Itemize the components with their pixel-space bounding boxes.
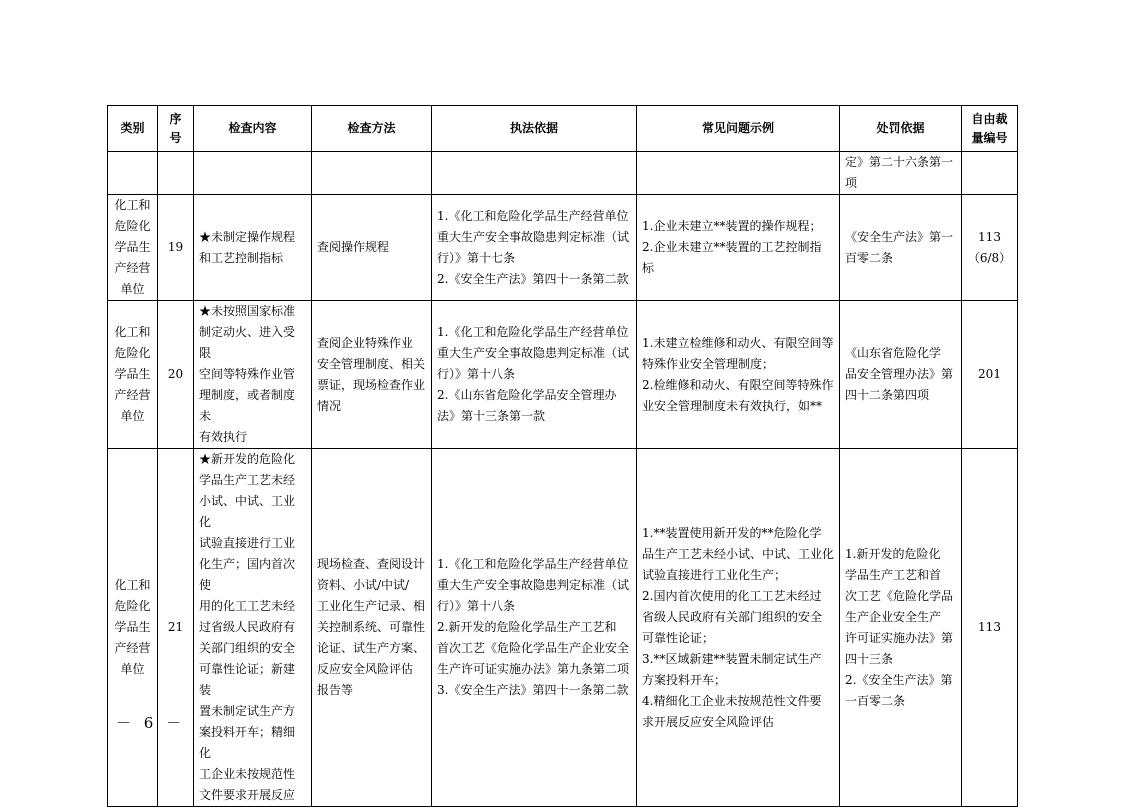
content-cell bbox=[194, 195, 312, 301]
code-cell bbox=[962, 449, 1018, 807]
cell-line: 学品生 bbox=[114, 620, 151, 634]
cell-line: 报告等 bbox=[317, 683, 354, 697]
cell-line: 可靠性论证；新建装 bbox=[199, 662, 296, 697]
cell-line: 制定动火、进入受限 bbox=[199, 325, 296, 360]
method-cell bbox=[312, 449, 432, 807]
cell-line: 1.《化工和危险化学品生产经营单位 bbox=[437, 557, 629, 571]
cell-line: 生产许可证实施办法》第九条第二项 bbox=[437, 662, 630, 676]
cell-line: 单位 bbox=[120, 662, 145, 676]
cell-line: 工企业未按规范性 bbox=[199, 767, 296, 781]
table-row bbox=[108, 301, 1018, 449]
cell-line: 试验直接进行工业 bbox=[199, 536, 296, 550]
cell-line: 化生产；国内首次使 bbox=[199, 557, 296, 592]
cell-line: 学品生 bbox=[114, 367, 151, 381]
cell-line: 现场检查、查阅设计 bbox=[317, 557, 426, 571]
header-number: 序 号 bbox=[158, 106, 194, 152]
cell-line: 单位 bbox=[120, 282, 145, 296]
category-cell bbox=[108, 301, 158, 449]
cell-line: 业安全管理制度未有效执行，如** bbox=[642, 398, 823, 413]
cell-line: 求开展反应安全风险评估 bbox=[642, 714, 775, 729]
number-cell: 21 bbox=[158, 449, 194, 807]
cell-line: 方案投料开车； bbox=[642, 672, 727, 687]
penalty-cell bbox=[840, 449, 962, 807]
code-cell bbox=[962, 195, 1018, 301]
cell-line: 和工艺控制指标 bbox=[199, 250, 284, 265]
number-cell: 20 bbox=[158, 301, 194, 449]
header-method: 检查方法 bbox=[312, 106, 432, 152]
cell-line: 1.《化工和危险化学品生产经营单位 bbox=[437, 208, 629, 223]
cell-line: 113 bbox=[978, 620, 1001, 634]
cell-line: 论证、试生产方案、 bbox=[317, 641, 426, 655]
cell-line: 许可证实施办法》第 bbox=[845, 630, 954, 645]
cell-line: 化工和 bbox=[114, 198, 151, 212]
content-cell bbox=[194, 449, 312, 807]
cell-line: 1.《化工和危险化学品生产经营单位 bbox=[437, 325, 629, 339]
cell-line: 品安全管理办法》第 bbox=[845, 367, 954, 381]
table-row bbox=[108, 195, 1018, 301]
cell-line: 2.《安全生产法》第 bbox=[845, 672, 953, 687]
issues-cell bbox=[637, 195, 840, 301]
cell-line: 产经营 bbox=[114, 261, 151, 275]
cell-line: 113 bbox=[978, 229, 1001, 244]
category-cell bbox=[108, 449, 158, 807]
cell-line: 查阅操作规程 bbox=[317, 240, 390, 254]
cell-line: 危险化 bbox=[114, 599, 151, 613]
cont-penalty-cell bbox=[840, 152, 962, 195]
issues-cell bbox=[637, 301, 840, 449]
cell-line: 文件要求开展反应 bbox=[199, 788, 296, 802]
header-code: 自由裁 量编号 bbox=[962, 106, 1018, 152]
cell-line: 百零二条 bbox=[845, 250, 894, 265]
cell-line: （6/8） bbox=[967, 250, 1012, 265]
cell-line: 行）》第十八条 bbox=[437, 599, 516, 613]
cell-line: 2.国内首次使用的化工工艺未经过 bbox=[642, 588, 822, 603]
table-row bbox=[108, 449, 1018, 807]
cell-line: 理制度，或者制度未 bbox=[199, 388, 296, 423]
cell-line: 4.精细化工企业未按规范性文件要 bbox=[642, 693, 822, 708]
cell-line: 一百零二条 bbox=[845, 693, 906, 708]
cell-line: 201 bbox=[978, 367, 1001, 381]
continuation-row bbox=[108, 152, 1018, 195]
category-cell bbox=[108, 195, 158, 301]
cell-line: 2.《安全生产法》第四十一条第二款 bbox=[437, 271, 629, 286]
cell-line: 产经营 bbox=[114, 388, 151, 402]
cell-line: 化工和 bbox=[114, 578, 151, 592]
method-cell bbox=[312, 301, 432, 449]
cell-line: 特殊作业安全管理制度； bbox=[642, 356, 775, 371]
method-cell bbox=[312, 195, 432, 301]
header-category: 类别 bbox=[108, 106, 158, 152]
cell-line: 空间等特殊作业管 bbox=[199, 367, 296, 381]
cell-line: 有效执行 bbox=[199, 430, 248, 444]
content-cell bbox=[194, 301, 312, 449]
cell-line: 安全管理制度、相关 bbox=[317, 356, 426, 371]
cell-line: 2.企业未建立**装置的工艺控制指 bbox=[642, 240, 822, 254]
cell-line: 1.企业未建立**装置的操作规程； bbox=[642, 219, 822, 233]
header-content: 检查内容 bbox=[194, 106, 312, 152]
cell-line: ★未制定操作规程 bbox=[199, 229, 296, 244]
cell-line: 重大生产安全事故隐患判定标准（试 bbox=[437, 229, 630, 244]
page-number: － 6 － bbox=[116, 714, 186, 732]
cell-line: 过省级人民政府有 bbox=[199, 620, 296, 634]
code-cell bbox=[962, 301, 1018, 449]
cell-line: 定》第二十六条第一 bbox=[845, 155, 954, 169]
cell-line: 重大生产安全事故隐患判定标准（试 bbox=[437, 578, 630, 592]
cell-line: 1.**装置使用新开发的**危险化学 bbox=[642, 525, 822, 540]
cell-line: 小试、中试、工业化 bbox=[199, 494, 296, 529]
cell-line: 行）》第十七条 bbox=[437, 250, 516, 265]
cell-line: 票证，现场检查作业 bbox=[317, 377, 426, 392]
cell-line: 3.**区域新建**装置未制定试生产 bbox=[642, 651, 822, 666]
penalty-cell bbox=[840, 301, 962, 449]
cell-line: 学品生 bbox=[114, 240, 151, 254]
cell-line: 产经营 bbox=[114, 641, 151, 655]
cell-line: 《山东省危险化学 bbox=[845, 346, 942, 360]
cell-line: 四十三条 bbox=[845, 651, 894, 666]
cell-line: 工业化生产记录、相 bbox=[317, 599, 426, 613]
header-basis: 执法依据 bbox=[432, 106, 637, 152]
cell-line: 化工和 bbox=[114, 325, 151, 339]
cell-line: 标 bbox=[642, 261, 655, 275]
issues-cell bbox=[637, 449, 840, 807]
cell-line: 关控制系统、可靠性 bbox=[317, 620, 426, 634]
cell-line: 2.检维修和动火、有限空间等特殊作 bbox=[642, 377, 834, 392]
cell-line: 法》第十三条第一款 bbox=[437, 409, 546, 423]
header-issues: 常见问题示例 bbox=[637, 106, 840, 152]
cell-line: 2.《山东省危险化学品安全管理办 bbox=[437, 388, 617, 402]
cell-line: 次工艺《危险化学品 bbox=[845, 588, 954, 603]
inspection-table bbox=[107, 105, 1018, 807]
cell-line: 行）》第十八条 bbox=[437, 367, 516, 381]
header-penalty: 处罚依据 bbox=[840, 106, 962, 152]
basis-cell bbox=[432, 195, 637, 301]
cell-line: ★新开发的危险化 bbox=[199, 452, 296, 466]
basis-cell bbox=[432, 301, 637, 449]
cell-line: 省级人民政府有关部门组织的安全 bbox=[642, 609, 823, 624]
cell-line: 试验直接进行工业化生产； bbox=[642, 567, 787, 582]
cell-line: 项 bbox=[845, 176, 858, 190]
cell-line: 危险化 bbox=[114, 346, 151, 360]
cell-line: 关部门组织的安全 bbox=[199, 641, 296, 655]
cell-line: 1.新开发的危险化 bbox=[845, 546, 941, 561]
cell-line: 品生产工艺未经小试、中试、工业化 bbox=[642, 546, 835, 561]
cell-line: 资料、小试/中试/ bbox=[317, 578, 410, 592]
cell-line: 情况 bbox=[317, 398, 342, 413]
cell-line: 《安全生产法》第一 bbox=[845, 229, 954, 244]
cell-line: 案投料开车；精细化 bbox=[199, 725, 296, 760]
cell-line: 危险化 bbox=[114, 219, 151, 233]
cell-line: 置未制定试生产方 bbox=[199, 704, 296, 718]
cell-line: 四十二条第四项 bbox=[845, 388, 930, 402]
cell-line: ★未按照国家标准 bbox=[199, 304, 296, 318]
cell-line: 单位 bbox=[120, 409, 145, 423]
cell-line: 2.新开发的危险化学品生产工艺和 bbox=[437, 620, 617, 634]
penalty-cell bbox=[840, 195, 962, 301]
cell-line: 学品生产工艺未经 bbox=[199, 473, 296, 487]
header-row bbox=[108, 106, 1018, 152]
basis-cell bbox=[432, 449, 637, 807]
cell-line: 查阅企业特殊作业 bbox=[317, 335, 414, 350]
cell-line: 3.《安全生产法》第四十一条第二款 bbox=[437, 683, 629, 697]
cell-line: 学品生产工艺和首 bbox=[845, 567, 942, 582]
cell-line: 反应安全风险评估 bbox=[317, 662, 414, 676]
cell-line: 生产企业安全生产 bbox=[845, 609, 942, 624]
cell-line: 首次工艺《危险化学品生产企业安全 bbox=[437, 641, 630, 655]
cell-line: 重大生产安全事故隐患判定标准（试 bbox=[437, 346, 630, 360]
cell-line: 用的化工工艺未经 bbox=[199, 599, 296, 613]
cell-line: 1.未建立检维修和动火、有限空间等 bbox=[642, 335, 834, 350]
cell-line: 可靠性论证； bbox=[642, 630, 715, 645]
number-cell: 19 bbox=[158, 195, 194, 301]
